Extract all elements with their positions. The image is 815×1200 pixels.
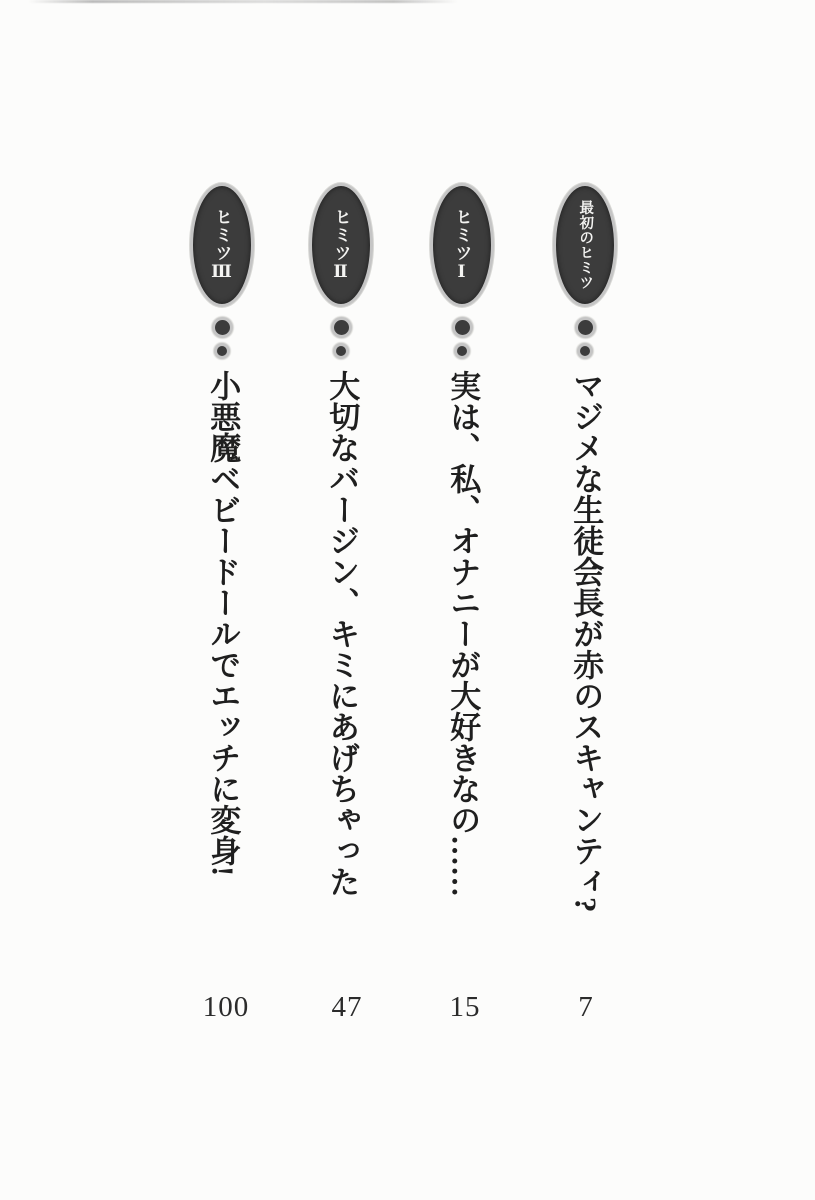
dot-icon <box>580 346 590 356</box>
dot-icon <box>578 320 593 335</box>
dot-icon <box>455 320 470 335</box>
chapter-badge <box>309 183 373 307</box>
chapter-badge-label: 最初のヒミツ <box>577 200 594 290</box>
scan-artifact-top <box>28 0 458 3</box>
chapter-badge <box>190 183 254 307</box>
page-number: 47 <box>331 991 363 1023</box>
chapter-badge-label: ヒミツⅡ <box>331 207 351 283</box>
page-number: 7 <box>578 991 594 1023</box>
dot-icon <box>334 320 349 335</box>
chapter-badge-label: ヒミツⅢ <box>212 207 232 283</box>
chapter-title: 大切なバージン、キミにあげちゃった <box>324 370 360 897</box>
dot-icon <box>457 346 467 356</box>
chapter-title: マジメな生徒会長が赤のスキャンティ? <box>568 370 604 913</box>
chapter-badge-label: ヒミツⅠ <box>452 207 472 283</box>
toc-entry-secret-3 <box>162 183 282 940</box>
page-number: 15 <box>449 991 481 1023</box>
toc-entry-secret-2 <box>281 183 401 940</box>
chapter-badge <box>553 183 617 307</box>
page-number: 100 <box>202 991 250 1023</box>
dot-icon <box>215 320 230 335</box>
chapter-badge <box>430 183 494 307</box>
toc-entry-first-secret <box>525 183 645 940</box>
toc-entry-secret-1 <box>402 183 522 940</box>
chapter-title: 実は、私、オナニーが大好きなの…… <box>445 370 481 897</box>
chapter-title: 小悪魔ベビードールでエッチに変身! <box>205 370 241 877</box>
dot-icon <box>336 346 346 356</box>
dot-icon <box>217 346 227 356</box>
